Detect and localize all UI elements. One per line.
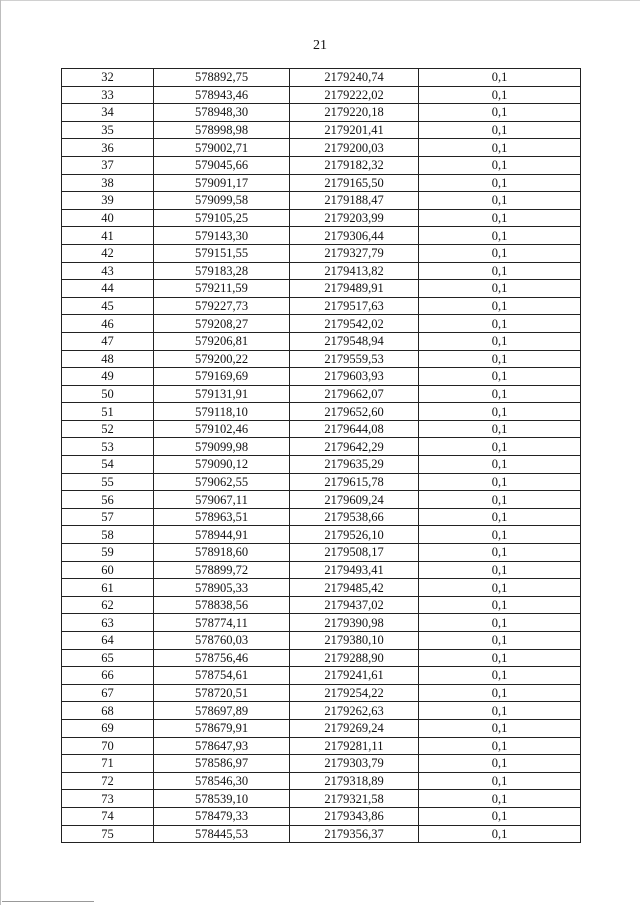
x-coordinate-cell: 579102,46 xyxy=(154,420,290,438)
point-number-cell: 61 xyxy=(62,579,154,597)
table-row xyxy=(62,139,581,157)
y-coordinate-cell: 2179165,50 xyxy=(290,174,419,192)
y-coordinate-cell: 2179182,32 xyxy=(290,156,419,174)
table-row xyxy=(62,596,581,614)
y-coordinate-cell: 2179201,41 xyxy=(290,121,419,139)
point-number-cell: 47 xyxy=(62,332,154,350)
point-number-cell: 51 xyxy=(62,403,154,421)
point-number-cell: 44 xyxy=(62,280,154,298)
accuracy-cell: 0,1 xyxy=(419,807,581,825)
x-coordinate-cell: 579091,17 xyxy=(154,174,290,192)
table-row xyxy=(62,807,581,825)
table-row xyxy=(62,156,581,174)
point-number-cell: 74 xyxy=(62,807,154,825)
y-coordinate-cell: 2179413,82 xyxy=(290,262,419,280)
x-coordinate-cell: 579211,59 xyxy=(154,280,290,298)
accuracy-cell: 0,1 xyxy=(419,403,581,421)
point-number-cell: 32 xyxy=(62,69,154,87)
y-coordinate-cell: 2179380,10 xyxy=(290,632,419,650)
table-row xyxy=(62,350,581,368)
point-number-cell: 75 xyxy=(62,825,154,843)
y-coordinate-cell: 2179635,29 xyxy=(290,456,419,474)
accuracy-cell: 0,1 xyxy=(419,456,581,474)
x-coordinate-cell: 578760,03 xyxy=(154,632,290,650)
accuracy-cell: 0,1 xyxy=(419,579,581,597)
point-number-cell: 62 xyxy=(62,596,154,614)
point-number-cell: 55 xyxy=(62,473,154,491)
accuracy-cell: 0,1 xyxy=(419,790,581,808)
y-coordinate-cell: 2179269,24 xyxy=(290,719,419,737)
accuracy-cell: 0,1 xyxy=(419,438,581,456)
table-row xyxy=(62,420,581,438)
table-row xyxy=(62,192,581,210)
table-row xyxy=(62,69,581,87)
accuracy-cell: 0,1 xyxy=(419,684,581,702)
point-number-cell: 46 xyxy=(62,315,154,333)
y-coordinate-cell: 2179642,29 xyxy=(290,438,419,456)
point-number-cell: 39 xyxy=(62,192,154,210)
y-coordinate-cell: 2179200,03 xyxy=(290,139,419,157)
x-coordinate-cell: 579062,55 xyxy=(154,473,290,491)
accuracy-cell: 0,1 xyxy=(419,227,581,245)
accuracy-cell: 0,1 xyxy=(419,156,581,174)
accuracy-cell: 0,1 xyxy=(419,544,581,562)
x-coordinate-cell: 578679,91 xyxy=(154,719,290,737)
table-row xyxy=(62,385,581,403)
y-coordinate-cell: 2179356,37 xyxy=(290,825,419,843)
accuracy-cell: 0,1 xyxy=(419,772,581,790)
y-coordinate-cell: 2179262,63 xyxy=(290,702,419,720)
x-coordinate-cell: 578586,97 xyxy=(154,755,290,773)
y-coordinate-cell: 2179321,58 xyxy=(290,790,419,808)
table-row xyxy=(62,561,581,579)
coordinates-table xyxy=(61,68,581,843)
y-coordinate-cell: 2179220,18 xyxy=(290,104,419,122)
y-coordinate-cell: 2179222,02 xyxy=(290,86,419,104)
table-row xyxy=(62,684,581,702)
table-row xyxy=(62,368,581,386)
table-row xyxy=(62,649,581,667)
accuracy-cell: 0,1 xyxy=(419,297,581,315)
x-coordinate-cell: 578647,93 xyxy=(154,737,290,755)
table-row xyxy=(62,403,581,421)
table-row xyxy=(62,473,581,491)
table-row xyxy=(62,755,581,773)
x-coordinate-cell: 578918,60 xyxy=(154,544,290,562)
x-coordinate-cell: 578892,75 xyxy=(154,69,290,87)
x-coordinate-cell: 579067,11 xyxy=(154,491,290,509)
x-coordinate-cell: 579143,30 xyxy=(154,227,290,245)
y-coordinate-cell: 2179644,08 xyxy=(290,420,419,438)
point-number-cell: 73 xyxy=(62,790,154,808)
table-row xyxy=(62,614,581,632)
y-coordinate-cell: 2179517,63 xyxy=(290,297,419,315)
accuracy-cell: 0,1 xyxy=(419,368,581,386)
point-number-cell: 72 xyxy=(62,772,154,790)
y-coordinate-cell: 2179548,94 xyxy=(290,332,419,350)
table-row xyxy=(62,227,581,245)
table-row xyxy=(62,262,581,280)
x-coordinate-cell: 578539,10 xyxy=(154,790,290,808)
point-number-cell: 54 xyxy=(62,456,154,474)
accuracy-cell: 0,1 xyxy=(419,192,581,210)
y-coordinate-cell: 2179303,79 xyxy=(290,755,419,773)
point-number-cell: 67 xyxy=(62,684,154,702)
y-coordinate-cell: 2179652,60 xyxy=(290,403,419,421)
point-number-cell: 60 xyxy=(62,561,154,579)
x-coordinate-cell: 578943,46 xyxy=(154,86,290,104)
point-number-cell: 57 xyxy=(62,508,154,526)
accuracy-cell: 0,1 xyxy=(419,104,581,122)
accuracy-cell: 0,1 xyxy=(419,719,581,737)
table-row xyxy=(62,579,581,597)
y-coordinate-cell: 2179288,90 xyxy=(290,649,419,667)
x-coordinate-cell: 579151,55 xyxy=(154,244,290,262)
y-coordinate-cell: 2179542,02 xyxy=(290,315,419,333)
point-number-cell: 53 xyxy=(62,438,154,456)
accuracy-cell: 0,1 xyxy=(419,473,581,491)
table-row xyxy=(62,825,581,843)
x-coordinate-cell: 579169,69 xyxy=(154,368,290,386)
x-coordinate-cell: 578948,30 xyxy=(154,104,290,122)
point-number-cell: 37 xyxy=(62,156,154,174)
point-number-cell: 52 xyxy=(62,420,154,438)
x-coordinate-cell: 579200,22 xyxy=(154,350,290,368)
point-number-cell: 34 xyxy=(62,104,154,122)
point-number-cell: 45 xyxy=(62,297,154,315)
point-number-cell: 71 xyxy=(62,755,154,773)
x-coordinate-cell: 578546,30 xyxy=(154,772,290,790)
y-coordinate-cell: 2179603,93 xyxy=(290,368,419,386)
table-row xyxy=(62,632,581,650)
accuracy-cell: 0,1 xyxy=(419,420,581,438)
y-coordinate-cell: 2179254,22 xyxy=(290,684,419,702)
point-number-cell: 69 xyxy=(62,719,154,737)
table-row xyxy=(62,526,581,544)
accuracy-cell: 0,1 xyxy=(419,632,581,650)
y-coordinate-cell: 2179526,10 xyxy=(290,526,419,544)
accuracy-cell: 0,1 xyxy=(419,262,581,280)
accuracy-cell: 0,1 xyxy=(419,385,581,403)
table-row xyxy=(62,456,581,474)
accuracy-cell: 0,1 xyxy=(419,332,581,350)
x-coordinate-cell: 578756,46 xyxy=(154,649,290,667)
accuracy-cell: 0,1 xyxy=(419,209,581,227)
table-row xyxy=(62,737,581,755)
page-edge-top xyxy=(0,0,640,1)
point-number-cell: 43 xyxy=(62,262,154,280)
accuracy-cell: 0,1 xyxy=(419,315,581,333)
y-coordinate-cell: 2179508,17 xyxy=(290,544,419,562)
table-row xyxy=(62,174,581,192)
y-coordinate-cell: 2179318,89 xyxy=(290,772,419,790)
x-coordinate-cell: 579002,71 xyxy=(154,139,290,157)
accuracy-cell: 0,1 xyxy=(419,614,581,632)
accuracy-cell: 0,1 xyxy=(419,825,581,843)
x-coordinate-cell: 579227,73 xyxy=(154,297,290,315)
x-coordinate-cell: 579118,10 xyxy=(154,403,290,421)
point-number-cell: 42 xyxy=(62,244,154,262)
table-row xyxy=(62,280,581,298)
accuracy-cell: 0,1 xyxy=(419,244,581,262)
accuracy-cell: 0,1 xyxy=(419,139,581,157)
x-coordinate-cell: 578774,11 xyxy=(154,614,290,632)
accuracy-cell: 0,1 xyxy=(419,280,581,298)
y-coordinate-cell: 2179609,24 xyxy=(290,491,419,509)
x-coordinate-cell: 578720,51 xyxy=(154,684,290,702)
footnote-rule xyxy=(2,901,94,902)
point-number-cell: 65 xyxy=(62,649,154,667)
x-coordinate-cell: 578944,91 xyxy=(154,526,290,544)
x-coordinate-cell: 578899,72 xyxy=(154,561,290,579)
y-coordinate-cell: 2179662,07 xyxy=(290,385,419,403)
y-coordinate-cell: 2179559,53 xyxy=(290,350,419,368)
accuracy-cell: 0,1 xyxy=(419,702,581,720)
table-row xyxy=(62,438,581,456)
accuracy-cell: 0,1 xyxy=(419,508,581,526)
point-number-cell: 38 xyxy=(62,174,154,192)
table-row xyxy=(62,790,581,808)
point-number-cell: 41 xyxy=(62,227,154,245)
accuracy-cell: 0,1 xyxy=(419,69,581,87)
point-number-cell: 66 xyxy=(62,667,154,685)
y-coordinate-cell: 2179281,11 xyxy=(290,737,419,755)
table-row xyxy=(62,209,581,227)
y-coordinate-cell: 2179489,91 xyxy=(290,280,419,298)
table-row xyxy=(62,702,581,720)
accuracy-cell: 0,1 xyxy=(419,649,581,667)
accuracy-cell: 0,1 xyxy=(419,350,581,368)
y-coordinate-cell: 2179485,42 xyxy=(290,579,419,597)
accuracy-cell: 0,1 xyxy=(419,526,581,544)
x-coordinate-cell: 578754,61 xyxy=(154,667,290,685)
point-number-cell: 56 xyxy=(62,491,154,509)
accuracy-cell: 0,1 xyxy=(419,561,581,579)
x-coordinate-cell: 579131,91 xyxy=(154,385,290,403)
y-coordinate-cell: 2179327,79 xyxy=(290,244,419,262)
x-coordinate-cell: 578479,33 xyxy=(154,807,290,825)
point-number-cell: 58 xyxy=(62,526,154,544)
y-coordinate-cell: 2179493,41 xyxy=(290,561,419,579)
x-coordinate-cell: 579183,28 xyxy=(154,262,290,280)
accuracy-cell: 0,1 xyxy=(419,596,581,614)
x-coordinate-cell: 579105,25 xyxy=(154,209,290,227)
x-coordinate-cell: 579206,81 xyxy=(154,332,290,350)
table-row xyxy=(62,667,581,685)
point-number-cell: 64 xyxy=(62,632,154,650)
point-number-cell: 50 xyxy=(62,385,154,403)
point-number-cell: 63 xyxy=(62,614,154,632)
y-coordinate-cell: 2179240,74 xyxy=(290,69,419,87)
x-coordinate-cell: 579090,12 xyxy=(154,456,290,474)
table-row xyxy=(62,86,581,104)
x-coordinate-cell: 579045,66 xyxy=(154,156,290,174)
table-row xyxy=(62,332,581,350)
accuracy-cell: 0,1 xyxy=(419,667,581,685)
point-number-cell: 36 xyxy=(62,139,154,157)
x-coordinate-cell: 578963,51 xyxy=(154,508,290,526)
table-row xyxy=(62,315,581,333)
x-coordinate-cell: 579208,27 xyxy=(154,315,290,333)
x-coordinate-cell: 579099,58 xyxy=(154,192,290,210)
y-coordinate-cell: 2179390,98 xyxy=(290,614,419,632)
accuracy-cell: 0,1 xyxy=(419,86,581,104)
accuracy-cell: 0,1 xyxy=(419,121,581,139)
accuracy-cell: 0,1 xyxy=(419,755,581,773)
page-number: 21 xyxy=(313,38,327,53)
x-coordinate-cell: 578445,53 xyxy=(154,825,290,843)
point-number-cell: 40 xyxy=(62,209,154,227)
y-coordinate-cell: 2179615,78 xyxy=(290,473,419,491)
table-row xyxy=(62,772,581,790)
table-row xyxy=(62,508,581,526)
y-coordinate-cell: 2179437,02 xyxy=(290,596,419,614)
point-number-cell: 68 xyxy=(62,702,154,720)
table-row xyxy=(62,544,581,562)
table-row xyxy=(62,244,581,262)
y-coordinate-cell: 2179188,47 xyxy=(290,192,419,210)
x-coordinate-cell: 578905,33 xyxy=(154,579,290,597)
page-edge-left xyxy=(0,0,1,905)
point-number-cell: 59 xyxy=(62,544,154,562)
accuracy-cell: 0,1 xyxy=(419,174,581,192)
x-coordinate-cell: 578998,98 xyxy=(154,121,290,139)
table-row xyxy=(62,121,581,139)
table-row xyxy=(62,104,581,122)
x-coordinate-cell: 578838,56 xyxy=(154,596,290,614)
accuracy-cell: 0,1 xyxy=(419,737,581,755)
point-number-cell: 35 xyxy=(62,121,154,139)
y-coordinate-cell: 2179306,44 xyxy=(290,227,419,245)
point-number-cell: 48 xyxy=(62,350,154,368)
table-row xyxy=(62,719,581,737)
y-coordinate-cell: 2179538,66 xyxy=(290,508,419,526)
x-coordinate-cell: 579099,98 xyxy=(154,438,290,456)
y-coordinate-cell: 2179203,99 xyxy=(290,209,419,227)
x-coordinate-cell: 578697,89 xyxy=(154,702,290,720)
table-row xyxy=(62,491,581,509)
y-coordinate-cell: 2179241,61 xyxy=(290,667,419,685)
accuracy-cell: 0,1 xyxy=(419,491,581,509)
y-coordinate-cell: 2179343,86 xyxy=(290,807,419,825)
coordinates-table-body xyxy=(62,69,581,843)
point-number-cell: 33 xyxy=(62,86,154,104)
point-number-cell: 70 xyxy=(62,737,154,755)
point-number-cell: 49 xyxy=(62,368,154,386)
table-row xyxy=(62,297,581,315)
